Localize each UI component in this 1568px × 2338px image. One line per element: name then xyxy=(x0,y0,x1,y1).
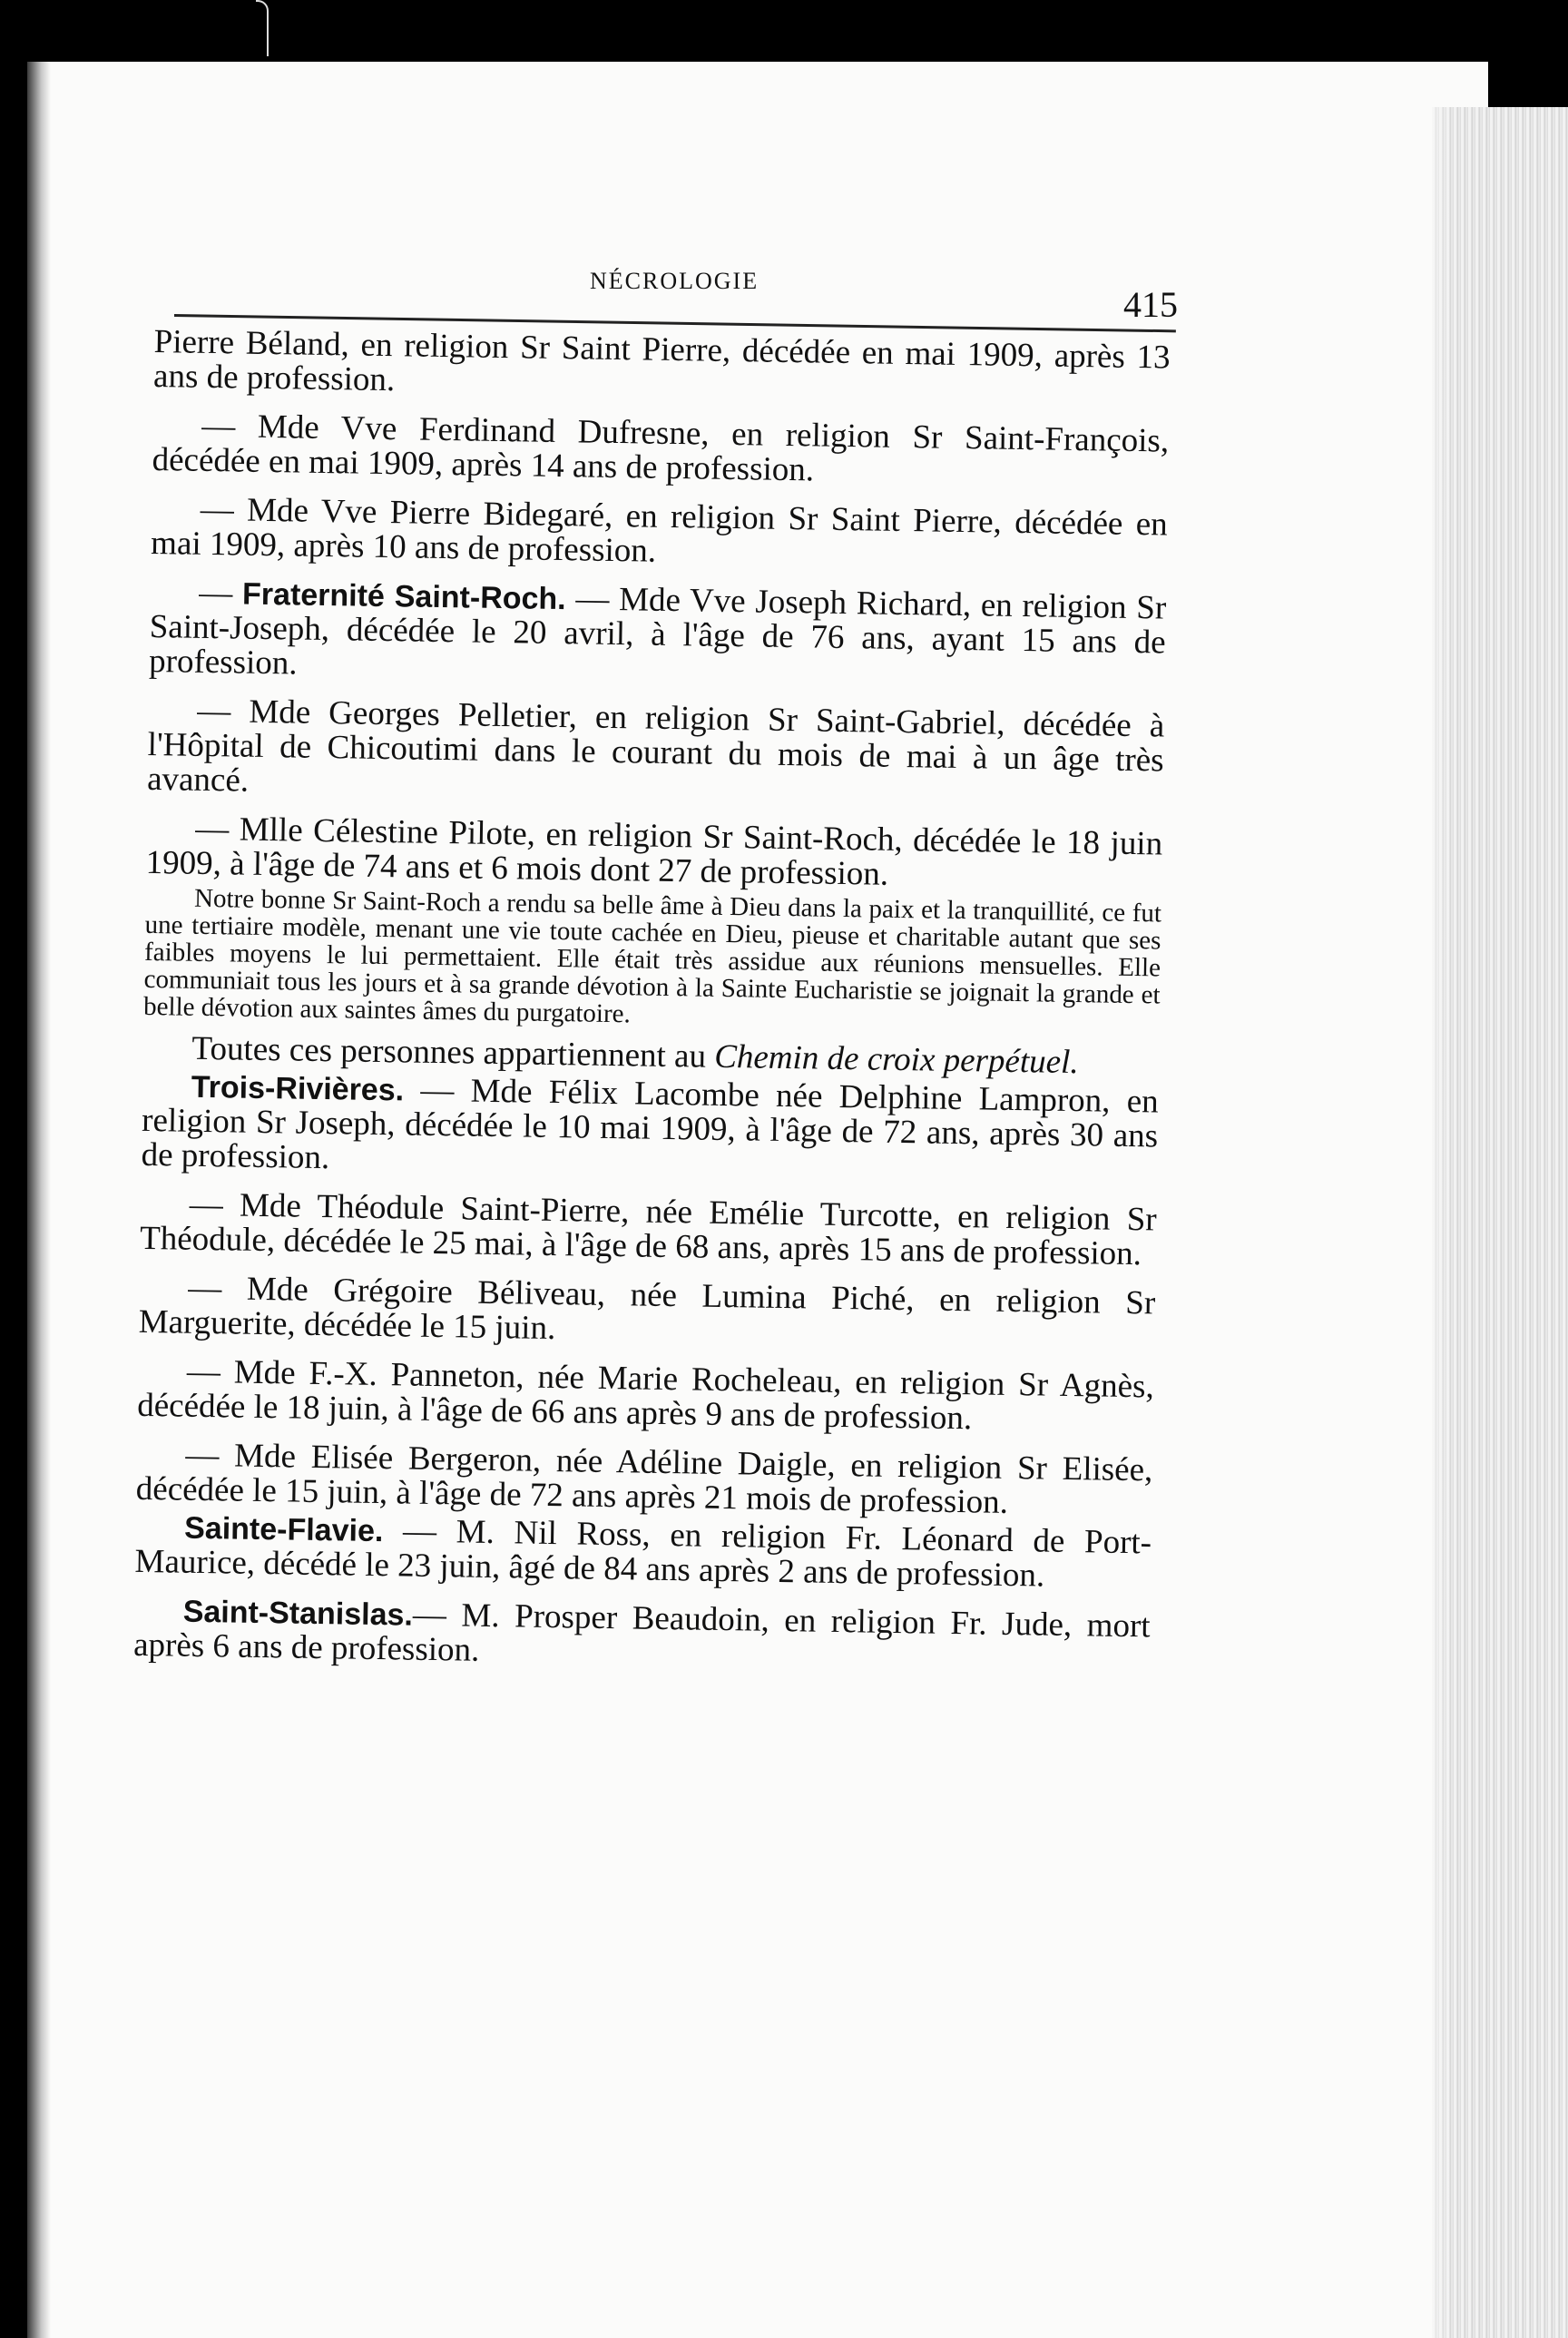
entry-panneton: — Mde F.-X. Panneton, née Marie Rocheleau, en religion Sr Agnès, décédée le 18 juin, à l'âge de 66 ans après 9 ans de profession. xyxy=(136,1352,1155,1438)
page-text xyxy=(133,325,1171,1693)
entry-lacombe-text: — Mde Félix Lacombe née Delphine Lampron, en religion Sr Joseph, décédée le 10 mai 1909, à l'âge de 72 ans, après 30 ans de profession. xyxy=(141,1071,1160,1177)
place-saint-stanislas: Saint-Stanislas. xyxy=(182,1594,414,1633)
entry-richard-text: — Mde Vve Joseph Richard, en religion Sr Saint-Joseph, décédée le 20 avril, à l'âge de 76 ans, ayant 15 ans de profession. xyxy=(148,580,1167,683)
entry-richard-dash: — xyxy=(199,574,243,613)
page-edge-fade xyxy=(1416,107,1452,2338)
entry-bergeron: — Mde Elisée Bergeron, née Adéline Daigle, en religion Sr Elisée, décédée le 15 juin, à l'âge de 72 ans après 21 mois de profession. xyxy=(135,1436,1153,1521)
entry-bidegare: — Mde Vve Pierre Bidegaré, en religion Sr Saint Pierre, décédée en mai 1909, après 10 ans de profession. xyxy=(150,490,1169,570)
page-stack-edge xyxy=(1432,107,1568,2338)
note-saint-roch: Notre bonne Sr Saint-Roch a rendu sa belle âme à Dieu dans la paix et la tranquillité, ce fut une tertiaire modèle, menant une vie toute cachée en Dieu, pieuse et charitable autant que ses faibles moyens le lui permettaient. Elle était très assidue aux réunions mensuelles. Elle communiait tous les jours et à sa grande dévotion à la Sainte Eucharistie se joignait la grande et belle dévotion aux saintes âmes du purgatoire. xyxy=(142,883,1162,1029)
page-number: 415 xyxy=(1123,284,1178,325)
entry-lacombe xyxy=(141,1069,1159,1189)
entry-beland: Pierre Béland, en religion Sr Saint Pierre, décédée en mai 1909, après 13 ans de profession. xyxy=(152,323,1171,399)
entry-dufresne: — Mde Vve Ferdinand Dufresne, en religion Sr Saint-François, décédée en mai 1909, après 14 ans de profession. xyxy=(152,407,1170,489)
chemin-italic: Chemin de croix perpétuel. xyxy=(713,1037,1079,1082)
page-gutter-shadow xyxy=(27,62,51,2338)
place-fraternite-saint-roch: Fraternité Saint-Roch. xyxy=(241,576,566,617)
chemin-text: Toutes ces personnes appartiennent au xyxy=(191,1029,715,1076)
entry-pelletier: — Mde Georges Pelletier, en religion Sr Saint-Gabriel, décédée à l'Hôpital de Chicoutimi dans le courant du mois de mai à un âge très avancé. xyxy=(146,692,1165,800)
running-title: NÉCROLOGIE xyxy=(590,268,760,294)
entry-beaudoin-text: — M. Prosper Beaudoin, en religion Fr. Jude, mort après 6 ans de profession. xyxy=(132,1596,1151,1669)
entry-beliveau: — Mde Grégoire Béliveau, née Lumina Piché, en religion Sr Marguerite, décédée le 15 juin. xyxy=(138,1269,1156,1348)
entry-saint-pierre: — Mde Théodule Saint-Pierre, née Emélie Turcotte, en religion Sr Théodule, décédée le 25 mai, à l'âge de 68 ans, après 15 ans de profession. xyxy=(139,1185,1157,1273)
entry-beaudoin xyxy=(133,1594,1151,1679)
entry-richard xyxy=(149,575,1167,695)
entry-pilote: — Mlle Célestine Pilote, en religion Sr Saint-Roch, décédée le 18 juin 1909, à l'âge de 74 ans et 6 mois dont 27 de profession. xyxy=(145,810,1163,893)
place-trois-rivieres: Trois-Rivières. xyxy=(191,1069,405,1108)
entry-ross-text: — M. Nil Ross, en religion Fr. Léonard de Port-Maurice, décédé le 23 juin, âgé de 84 ans après 2 ans de profession. xyxy=(134,1512,1152,1595)
place-sainte-flavie: Sainte-Flavie. xyxy=(183,1510,384,1549)
entry-ross xyxy=(134,1510,1152,1596)
scan-edge-mark xyxy=(256,0,269,56)
